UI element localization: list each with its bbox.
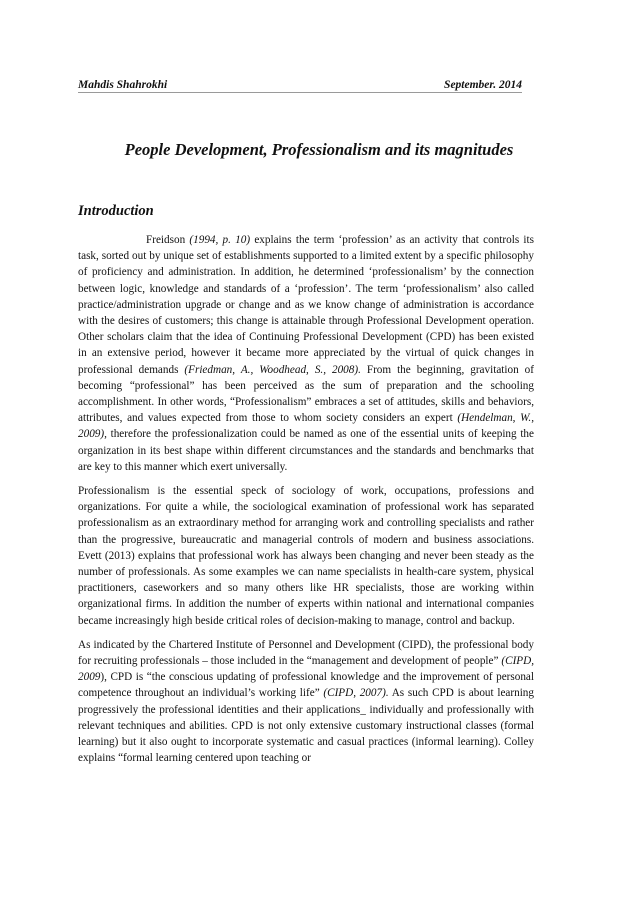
- paragraph-1-text-d: therefore the professionalization could be named as one of the essential units of keeping the organization in its best shape within different circumstances and the standards and benchmarks that are key to this manner which exert universally.: [78, 428, 534, 473]
- paragraph-1: [78, 232, 534, 475]
- section-heading: Introduction: [78, 203, 154, 219]
- header-author: Mahdis Shahrokhi: [78, 79, 168, 91]
- paragraph-1-text-a: Freidson: [146, 234, 190, 246]
- paragraph-1-text-c: From the beginning, gravitation of becoming “professional” has been perceived as the sum of preparation and the schooling accomplishment. In other words, “Professionalism” embraces a set of attitudes, skills and behaviors, attributes, and values expected from those to whom society considers an expert: [78, 363, 534, 425]
- paragraph-2: Professionalism is the essential speck of sociology of work, occupations, professions and organizations. For quite a while, the sociological examination of professional work has separated professionalism as an extraordinary method for arranging work and controlling specialists and rather than the progressive, bureaucratic and managerial controls of modern and business associations. Evett (2013) explains that professional work has always been changing and never been steady as the number of professionals. As some examples we can name specialists in health-care system, physical practitioners, caseworkers and so many others like HR specialists, those are working within organizational firms. In addition the number of experts within national and international companies became increasingly high beside critical roles of decision-making to manage, control and backup.: [78, 485, 534, 627]
- citation-hendelman: (Hendelman, W., 2009),: [78, 412, 535, 441]
- page-header: [78, 79, 522, 93]
- paragraph-3-text-b: ), CPD is “the conscious updating of professional knowledge and the improvement of personal competence throughout an individual’s working life”: [78, 671, 534, 700]
- paragraph-3-text-a: As indicated by the Chartered Institute of Personnel and Development (CIPD), the professional body for recruiting professionals – those included in the “management and development of people”: [78, 638, 534, 668]
- body-text: [78, 232, 534, 775]
- paragraph-1-text-b: explains the term ‘profession’ as an activity that controls its task, sorted out by unique set of establishments supported to a limited extent by a specific philosophy of proficiency and administration. In addition, he determined ‘professionalism’ by the connection between logic, knowledge and standards of a ‘profession’. The term ‘professionalism’ also called practice/administration upgrade or change and as we know change of administration is accordance with the desires of customers; this change is attainable through Professional Development operation. Other scholars claim that the idea of Continuing Professional Development (CPD) has been existed in an extensive period, however it became more appreciated by the virtual of quick changes in professional demands: [78, 234, 535, 376]
- document-title: People Development, Professionalism and its magnitudes: [124, 140, 514, 159]
- header-date: September. 2014: [444, 79, 522, 91]
- citation-cipd-2009: (CIPD, 2009: [78, 655, 534, 684]
- citation-freidson: (1994, p. 10): [189, 234, 251, 246]
- citation-cipd-2007: (CIPD, 2007).: [323, 687, 389, 700]
- paragraph-3: [78, 637, 534, 767]
- paragraph-3-text-c: As such CPD is about learning progressively the professional identities and their applications_ individually and professionally with relevant techniques and abilities. CPD is not only extensive customary instructional classes (formal learning) but it also ought to incorporate systematic and casual practices (informal learning). Colley explains “formal learning centered upon teaching or: [78, 687, 534, 765]
- citation-friedman: (Friedman, A., Woodhead, S., 2008).: [184, 363, 361, 376]
